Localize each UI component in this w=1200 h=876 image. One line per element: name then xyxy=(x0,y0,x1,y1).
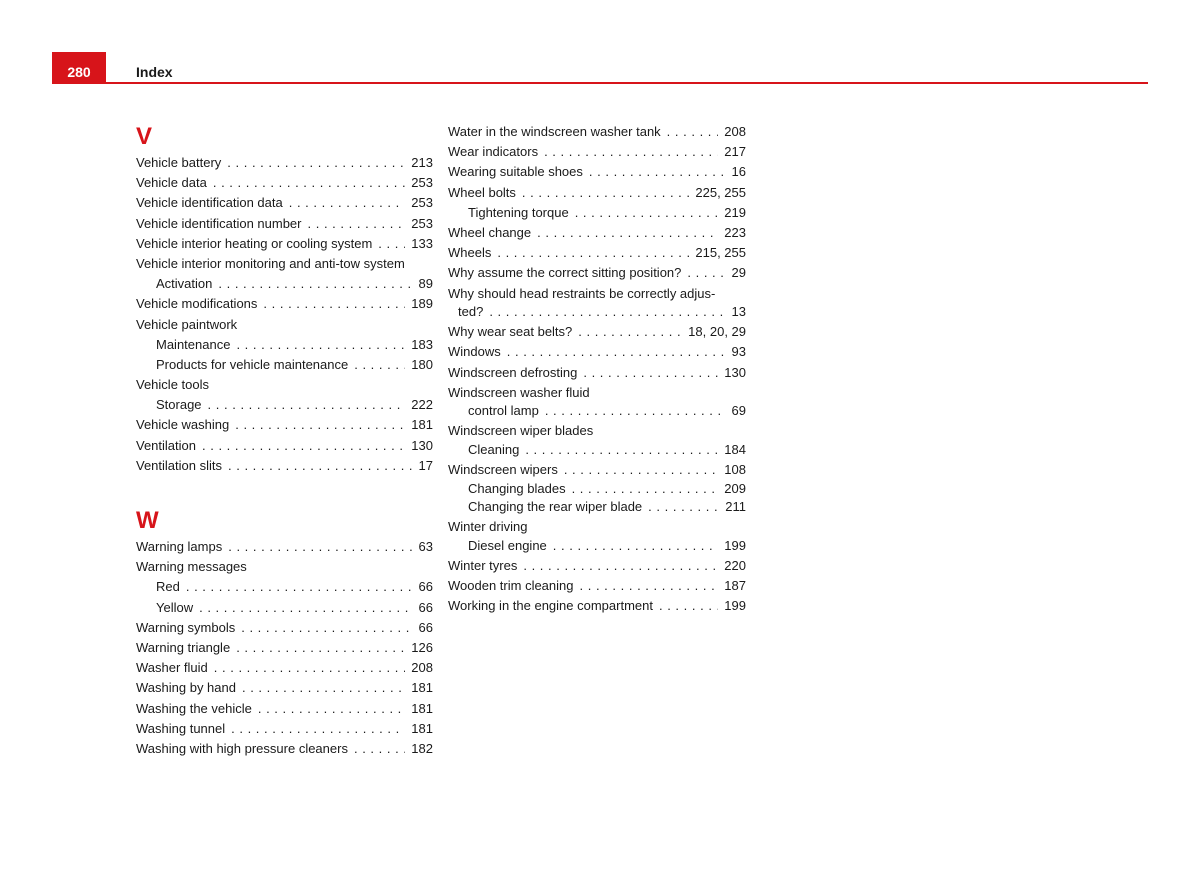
index-term: Vehicle tools xyxy=(136,377,209,393)
dot-leader xyxy=(236,639,405,657)
dot-leader xyxy=(378,235,405,253)
dot-leader xyxy=(572,480,719,498)
index-term: Cleaning xyxy=(468,441,520,457)
dot-leader xyxy=(575,204,719,222)
index-term: Windscreen wipers xyxy=(448,462,558,478)
index-term: Vehicle interior monitoring and anti-tow system xyxy=(136,255,405,271)
index-term: Ventilation xyxy=(136,437,196,453)
page-reference: 223 xyxy=(724,224,746,240)
page-reference: 183 xyxy=(411,336,433,352)
index-subentry xyxy=(136,275,433,295)
index-term: Changing blades xyxy=(468,480,566,496)
index-term: Why wear seat belts? xyxy=(448,324,573,340)
index-term: Changing the rear wiper blade xyxy=(468,499,643,515)
index-entry xyxy=(136,619,433,639)
index-term: Working in the engine compartment xyxy=(448,598,653,614)
index-term: Storage xyxy=(156,397,202,413)
index-term: Wheel change xyxy=(448,224,532,240)
page-reference: 213 xyxy=(411,155,433,170)
index-term: Windscreen wiper blades xyxy=(448,423,594,439)
index-subentry xyxy=(136,336,433,356)
index-term: Wheels xyxy=(448,245,492,261)
index-entry xyxy=(448,285,746,304)
page-reference: 181 xyxy=(411,680,433,696)
index-entry xyxy=(136,659,433,679)
index-subentry xyxy=(136,396,433,416)
page-reference: 130 xyxy=(411,437,433,453)
page-reference: 126 xyxy=(411,639,433,655)
index-term: Red xyxy=(156,579,180,595)
index-column-left xyxy=(136,120,433,760)
index-term: Warning symbols xyxy=(136,619,236,635)
page-reference: 66 xyxy=(418,579,433,595)
index-term: Activation xyxy=(156,276,213,292)
index-term: Warning lamps xyxy=(136,539,223,554)
page-reference: 93 xyxy=(731,344,746,360)
index-entry xyxy=(136,639,433,659)
index-term: Washing tunnel xyxy=(136,720,226,736)
index-entry xyxy=(136,316,433,336)
index-entry xyxy=(448,597,746,617)
dot-leader xyxy=(227,154,405,172)
dot-leader xyxy=(228,457,413,475)
index-entry xyxy=(448,123,746,143)
index-term: Vehicle washing xyxy=(136,417,230,433)
index-column-right xyxy=(448,123,746,618)
index-subentry xyxy=(448,303,746,323)
page-reference: 133 xyxy=(411,235,433,251)
dot-leader xyxy=(544,143,718,161)
dot-leader xyxy=(525,441,718,459)
page-reference: 181 xyxy=(411,700,433,716)
index-entry xyxy=(448,143,746,163)
index-term: Warning messages xyxy=(136,559,247,575)
index-entry xyxy=(448,422,746,441)
page-reference: 16 xyxy=(731,164,746,180)
index-entry xyxy=(136,154,433,174)
page-reference: 187 xyxy=(724,578,746,594)
index-term: Winter tyres xyxy=(448,558,518,573)
dot-leader xyxy=(687,264,725,282)
dot-leader xyxy=(489,303,725,321)
index-entry xyxy=(448,244,746,264)
index-entry xyxy=(136,174,433,194)
dot-leader xyxy=(354,740,405,758)
index-entry xyxy=(136,457,433,477)
index-entry xyxy=(448,343,746,363)
page-reference: 66 xyxy=(418,599,433,615)
index-term: Vehicle interior heating or cooling system xyxy=(136,235,373,251)
index-entry xyxy=(448,323,746,343)
dot-leader xyxy=(507,343,726,361)
dot-leader xyxy=(589,163,726,181)
index-term: Water in the windscreen washer tank xyxy=(448,124,661,139)
section-letter: W xyxy=(136,507,159,534)
page-reference: 209 xyxy=(724,480,746,496)
page-reference: 215, 255 xyxy=(695,245,746,261)
index-subentry xyxy=(448,537,746,557)
index-entry xyxy=(136,720,433,740)
index-term: Washing with high pressure cleaners xyxy=(136,740,348,756)
index-term: Tightening torque xyxy=(468,204,569,220)
index-entry xyxy=(136,295,433,315)
page-reference: 89 xyxy=(418,276,433,292)
index-term: Products for vehicle maintenance xyxy=(156,356,349,372)
page-reference: 66 xyxy=(418,619,433,635)
index-entry xyxy=(136,437,433,457)
index-entry xyxy=(448,163,746,183)
index-term: control lamp xyxy=(468,403,539,419)
page-reference: 18, 20, 29 xyxy=(688,324,746,340)
page-reference: 253 xyxy=(411,195,433,211)
dot-leader xyxy=(648,498,719,516)
dot-leader xyxy=(289,194,406,212)
index-entry xyxy=(448,364,746,384)
index-term: Wearing suitable shoes xyxy=(448,164,583,180)
index-entry xyxy=(136,416,433,436)
page-reference: 225, 255 xyxy=(695,184,746,200)
index-entry xyxy=(136,235,433,255)
index-subentry xyxy=(448,480,746,499)
dot-leader xyxy=(523,557,718,575)
page-reference: 222 xyxy=(411,397,433,413)
dot-leader xyxy=(236,336,405,354)
index-entry xyxy=(136,558,433,578)
page-reference: 189 xyxy=(411,296,433,312)
index-entry xyxy=(448,264,746,284)
page-reference: 29 xyxy=(731,265,746,281)
index-term: Vehicle data xyxy=(136,175,207,191)
index-subentry xyxy=(136,578,433,598)
page-reference: 220 xyxy=(724,558,746,573)
index-term: Maintenance xyxy=(156,336,231,352)
index-term: Washer fluid xyxy=(136,660,208,676)
index-entry xyxy=(136,194,433,214)
dot-leader xyxy=(208,396,406,414)
index-term: Vehicle paintwork xyxy=(136,316,238,332)
dot-leader xyxy=(213,174,405,192)
index-term: Windows xyxy=(448,344,501,360)
page-reference: 17 xyxy=(418,457,433,473)
index-entry xyxy=(448,384,746,403)
dot-leader xyxy=(578,323,682,341)
index-entry xyxy=(448,557,746,577)
page-reference: 13 xyxy=(731,304,746,319)
index-term: Winter driving xyxy=(448,519,528,535)
page-reference: 253 xyxy=(411,215,433,231)
page-reference: 63 xyxy=(418,539,433,554)
index-term: Why should head restraints be correctly adjus- xyxy=(448,285,716,301)
dot-leader xyxy=(537,224,718,242)
index-entry xyxy=(448,577,746,597)
dot-leader xyxy=(553,537,719,555)
page-reference: 181 xyxy=(411,720,433,736)
index-term: Vehicle identification data xyxy=(136,195,283,211)
dot-leader xyxy=(564,461,718,479)
dot-leader xyxy=(231,720,405,738)
dot-leader xyxy=(522,184,689,202)
index-term: Warning triangle xyxy=(136,639,231,655)
index-entry xyxy=(136,255,433,275)
dot-leader xyxy=(583,364,718,382)
dot-leader xyxy=(545,402,726,420)
index-subentry xyxy=(136,356,433,376)
dot-leader xyxy=(241,619,412,637)
dot-leader xyxy=(258,700,405,718)
page-reference: 211 xyxy=(725,499,746,515)
dot-leader xyxy=(580,577,719,595)
page-reference: 199 xyxy=(724,537,746,553)
page-reference: 108 xyxy=(724,462,746,478)
index-term: Vehicle identification number xyxy=(136,215,302,231)
page-reference: 130 xyxy=(724,364,746,380)
index-term: Wheel bolts xyxy=(448,184,516,200)
dot-leader xyxy=(667,123,719,141)
page-reference: 69 xyxy=(731,403,746,419)
index-entry xyxy=(136,538,433,558)
index-term: Vehicle modifications xyxy=(136,296,258,312)
page-reference: 208 xyxy=(724,124,746,139)
index-entry xyxy=(448,518,746,537)
index-term: Wear indicators xyxy=(448,144,539,160)
index-subentry xyxy=(448,402,746,422)
index-subentry xyxy=(448,441,746,461)
page-reference: 184 xyxy=(724,441,746,457)
index-entry xyxy=(448,461,746,480)
dot-leader xyxy=(659,597,718,615)
page-reference: 208 xyxy=(411,660,433,676)
dot-leader xyxy=(354,356,405,374)
index-term: Yellow xyxy=(156,599,194,615)
section-gap xyxy=(136,477,433,504)
index-term: Washing by hand xyxy=(136,680,236,696)
header-divider xyxy=(52,82,1148,84)
index-term: Wooden trim cleaning xyxy=(448,578,574,594)
index-term: Windscreen washer fluid xyxy=(448,384,590,400)
dot-leader xyxy=(263,295,405,313)
index-term: ted? xyxy=(458,304,484,319)
index-term: Ventilation slits xyxy=(136,457,222,473)
page-reference: 180 xyxy=(411,356,433,372)
page-reference: 217 xyxy=(724,144,746,160)
index-entry xyxy=(448,184,746,204)
dot-leader xyxy=(186,578,413,596)
index-term: Vehicle battery xyxy=(136,155,222,170)
index-entry xyxy=(136,700,433,720)
dot-leader xyxy=(218,275,412,293)
dot-leader xyxy=(497,244,689,262)
page-title: Index xyxy=(136,64,173,80)
page-reference: 182 xyxy=(411,740,433,756)
index-term: Windscreen defrosting xyxy=(448,364,578,380)
section-letter: V xyxy=(136,123,153,150)
page-reference: 199 xyxy=(724,598,746,614)
dot-leader xyxy=(228,538,412,556)
index-subentry xyxy=(448,498,746,518)
index-entry xyxy=(136,376,433,396)
dot-leader xyxy=(202,437,405,455)
page-reference: 253 xyxy=(411,175,433,191)
index-subentry xyxy=(448,204,746,224)
index-entry xyxy=(136,740,433,760)
dot-leader xyxy=(235,416,405,434)
index-term: Diesel engine xyxy=(468,537,547,553)
index-entry xyxy=(448,224,746,244)
page-reference: 181 xyxy=(411,417,433,433)
index-entry xyxy=(136,679,433,699)
dot-leader xyxy=(199,599,412,617)
dot-leader xyxy=(308,215,406,233)
index-term: Washing the vehicle xyxy=(136,700,252,716)
index-term: Why assume the correct sitting position? xyxy=(448,265,682,281)
dot-leader xyxy=(242,679,405,697)
dot-leader xyxy=(214,659,406,677)
page-reference: 219 xyxy=(724,204,746,220)
index-entry xyxy=(136,215,433,235)
page-number: 280 xyxy=(67,64,91,80)
index-subentry xyxy=(136,599,433,619)
